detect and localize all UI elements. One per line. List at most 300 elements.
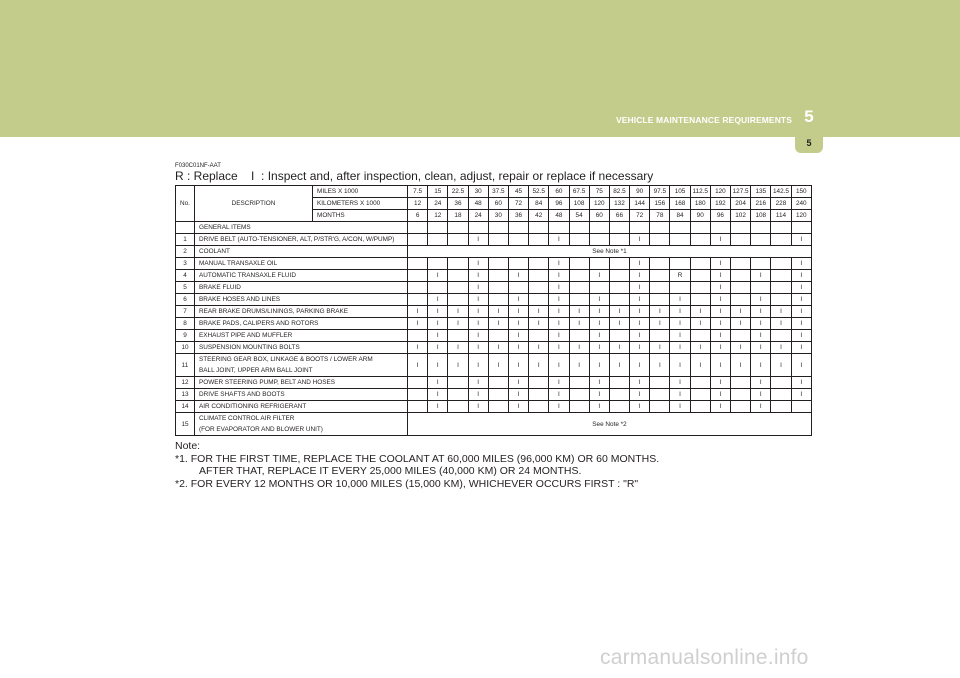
schedule-cell: I [710,342,730,354]
schedule-cell [408,294,428,306]
schedule-cell [488,330,508,342]
interval-km-9: 120 [589,198,609,210]
schedule-cell: I [771,342,791,354]
schedule-cell: I [468,318,488,330]
item-number: 8 [176,318,195,330]
interval-miles-11: 90 [630,186,650,198]
interval-km-16: 204 [731,198,751,210]
schedule-cell [609,270,629,282]
schedule-cell [771,377,791,389]
item-description [195,246,408,258]
schedule-cell: I [428,270,448,282]
item-number: 14 [176,401,195,413]
interval-miles-7: 60 [549,186,569,198]
schedule-cell [589,222,609,234]
schedule-cell [529,294,549,306]
schedule-cell: I [508,306,528,318]
schedule-cell: I [488,342,508,354]
item-description-line: DRIVE SHAFTS AND BOOTS [199,391,285,398]
schedule-cell: I [508,389,528,401]
schedule-cell: I [731,342,751,354]
interval-months-17: 108 [751,210,771,222]
interval-km-7: 96 [549,198,569,210]
schedule-cell: I [549,306,569,318]
item-description-line: SUSPENSION MOUNTING BOLTS [199,344,300,351]
doc-code: F030C01NF-AAT [175,163,221,169]
interval-months-8: 54 [569,210,589,222]
schedule-cell [609,401,629,413]
maintenance-schedule-table [175,185,812,436]
item-number: 9 [176,330,195,342]
schedule-cell: I [468,330,488,342]
item-description [195,413,408,436]
item-row-6 [176,294,812,306]
interval-miles-18: 142.5 [771,186,791,198]
schedule-cell: I [468,234,488,246]
schedule-cell [589,258,609,270]
schedule-cell: I [731,318,751,330]
schedule-cell [670,234,690,246]
item-row-4 [176,270,812,282]
schedule-cell: I [650,354,670,377]
section-number: 5 [804,107,814,126]
header-label-months: MONTHS [313,210,408,222]
schedule-cell [428,222,448,234]
schedule-cell [428,282,448,294]
schedule-cell [408,389,428,401]
schedule-cell [650,294,670,306]
schedule-cell: I [791,330,811,342]
schedule-cell: I [630,342,650,354]
header-description: DESCRIPTION [195,186,313,222]
schedule-cell: I [791,354,811,377]
item-description-line: EXHAUST PIPE AND MUFFLER [199,332,293,339]
interval-months-1: 12 [428,210,448,222]
schedule-cell: I [549,342,569,354]
schedule-cell [529,282,549,294]
schedule-cell: I [569,306,589,318]
schedule-cell [589,234,609,246]
schedule-cell: I [630,294,650,306]
header-label-km: KILOMETERS X 1000 [313,198,408,210]
schedule-cell [609,330,629,342]
schedule-cell: I [589,294,609,306]
interval-months-2: 18 [448,210,468,222]
interval-km-17: 216 [751,198,771,210]
schedule-cell: I [549,330,569,342]
schedule-cell: I [488,306,508,318]
schedule-cell [408,282,428,294]
schedule-cell [731,377,751,389]
schedule-cell: I [630,318,650,330]
schedule-cell: I [549,318,569,330]
schedule-cell [508,234,528,246]
schedule-cell: I [710,318,730,330]
no-cell [176,222,195,234]
schedule-cell: I [408,342,428,354]
schedule-cell: I [751,330,771,342]
schedule-cell: I [589,401,609,413]
item-description-line: STEERING GEAR BOX, LINKAGE & BOOTS / LOWER ARM [199,356,373,363]
schedule-cell [569,258,589,270]
schedule-cell [650,258,670,270]
schedule-cell [771,234,791,246]
schedule-cell [771,282,791,294]
schedule-cell: I [710,258,730,270]
interval-km-0: 12 [408,198,428,210]
schedule-cell: R [670,270,690,282]
schedule-cell: I [589,330,609,342]
interval-miles-10: 82.5 [609,186,629,198]
general-items-row [176,222,812,234]
item-row-11 [176,354,812,377]
schedule-cell: I [791,306,811,318]
schedule-cell: I [428,306,448,318]
schedule-cell [650,401,670,413]
interval-miles-14: 112.5 [690,186,710,198]
schedule-cell: I [771,318,791,330]
schedule-cell [488,294,508,306]
schedule-cell [690,258,710,270]
item-number: 5 [176,282,195,294]
schedule-cell [488,234,508,246]
schedule-cell: I [751,389,771,401]
item-description-line: BRAKE PADS, CALIPERS AND ROTORS [199,320,319,327]
schedule-cell: I [771,306,791,318]
interval-months-3: 24 [468,210,488,222]
schedule-cell: I [589,270,609,282]
schedule-cell: I [549,294,569,306]
schedule-cell [488,401,508,413]
schedule-cell [569,401,589,413]
interval-miles-8: 67.5 [569,186,589,198]
schedule-cell: I [670,330,690,342]
schedule-cell: I [569,318,589,330]
schedule-cell [731,258,751,270]
schedule-cell [448,270,468,282]
item-number: 3 [176,258,195,270]
schedule-cell: I [508,330,528,342]
schedule-cell [650,377,670,389]
item-description-line: BRAKE FLUID [199,284,241,291]
interval-miles-4: 37.5 [488,186,508,198]
schedule-cell [569,282,589,294]
schedule-cell: I [609,318,629,330]
schedule-cell: I [751,294,771,306]
schedule-cell [751,222,771,234]
schedule-cell: I [529,318,549,330]
item-description-line: AUTOMATIC TRANSAXLE FLUID [199,272,296,279]
schedule-cell [408,258,428,270]
item-description-line: BRAKE HOSES AND LINES [199,296,280,303]
schedule-cell: I [650,318,670,330]
interval-km-18: 228 [771,198,791,210]
schedule-cell [771,270,791,282]
schedule-cell: I [408,306,428,318]
schedule-cell [569,294,589,306]
schedule-cell: I [710,401,730,413]
schedule-cell [690,270,710,282]
schedule-cell: I [529,342,549,354]
schedule-cell: I [468,258,488,270]
schedule-cell [670,282,690,294]
schedule-cell [569,389,589,401]
schedule-cell: I [710,377,730,389]
item-description [195,306,408,318]
note-2: *2. FOR EVERY 12 MONTHS OR 10,000 MILES (15,000 KM), WHICHEVER OCCURS FIRST : "R" [175,477,639,490]
schedule-cell [630,222,650,234]
schedule-cell [529,234,549,246]
item-row-8 [176,318,812,330]
schedule-cell [488,222,508,234]
schedule-cell [650,234,670,246]
schedule-cell [508,258,528,270]
schedule-cell [751,258,771,270]
interval-miles-17: 135 [751,186,771,198]
schedule-cell [408,330,428,342]
schedule-cell: I [670,401,690,413]
schedule-cell: I [670,389,690,401]
item-row-14 [176,401,812,413]
interval-months-12: 78 [650,210,670,222]
schedule-cell: I [670,318,690,330]
schedule-cell [569,270,589,282]
schedule-cell [508,282,528,294]
interval-months-7: 48 [549,210,569,222]
item-row-15 [176,413,812,436]
schedule-cell: I [589,342,609,354]
schedule-cell [428,234,448,246]
item-description-line: CLIMATE CONTROL AIR FILTER [199,415,295,422]
interval-miles-13: 105 [670,186,690,198]
schedule-cell [488,377,508,389]
schedule-cell [609,389,629,401]
schedule-cell [448,377,468,389]
item-description [195,270,408,282]
schedule-cell [529,258,549,270]
interval-km-6: 84 [529,198,549,210]
interval-months-16: 102 [731,210,751,222]
watermark: carmanualsonline.info [600,646,809,669]
schedule-cell [569,234,589,246]
schedule-cell [448,234,468,246]
item-description [195,294,408,306]
item-number: 1 [176,234,195,246]
schedule-cell [609,234,629,246]
schedule-cell: I [508,401,528,413]
item-number: 2 [176,246,195,258]
schedule-cell: I [791,377,811,389]
interval-months-18: 114 [771,210,791,222]
schedule-cell [690,330,710,342]
schedule-cell: I [710,270,730,282]
interval-months-19: 120 [791,210,811,222]
schedule-cell [731,294,751,306]
schedule-cell: I [468,294,488,306]
item-description [195,342,408,354]
schedule-cell: I [448,318,468,330]
schedule-cell: I [549,401,569,413]
schedule-cell [731,234,751,246]
schedule-cell [529,270,549,282]
schedule-cell [690,389,710,401]
schedule-cell [408,377,428,389]
schedule-cell [771,389,791,401]
schedule-cell: I [630,389,650,401]
schedule-cell: I [751,377,771,389]
item-row-9 [176,330,812,342]
schedule-cell [690,401,710,413]
schedule-cell [529,401,549,413]
schedule-cell [690,377,710,389]
interval-months-5: 36 [508,210,528,222]
schedule-cell: I [508,342,528,354]
schedule-cell [408,222,428,234]
item-description [195,354,408,377]
schedule-cell [448,282,468,294]
item-number: 7 [176,306,195,318]
schedule-cell [791,222,811,234]
item-row-10 [176,342,812,354]
schedule-cell: I [589,354,609,377]
schedule-cell [529,377,549,389]
item-description-line-2: (FOR EVAPORATOR AND BLOWER UNIT) [199,426,323,433]
schedule-cell: I [508,270,528,282]
item-row-1 [176,234,812,246]
schedule-cell [428,258,448,270]
schedule-cell [690,222,710,234]
item-description-line-2: BALL JOINT, UPPER ARM BALL JOINT [199,367,313,374]
schedule-cell: I [751,318,771,330]
schedule-cell [549,222,569,234]
item-number: 13 [176,389,195,401]
schedule-cell [771,330,791,342]
schedule-cell: I [630,270,650,282]
interval-months-6: 42 [529,210,549,222]
schedule-cell [569,330,589,342]
schedule-cell: I [428,294,448,306]
schedule-cell: I [609,306,629,318]
header-no: No. [176,186,195,222]
schedule-cell: I [710,282,730,294]
schedule-cell: I [710,330,730,342]
item-description-line: POWER STEERING PUMP, BELT AND HOSES [199,379,336,386]
schedule-cell [448,401,468,413]
interval-km-15: 192 [710,198,730,210]
schedule-cell [731,222,751,234]
schedule-cell: I [710,354,730,377]
schedule-cell [529,330,549,342]
schedule-cell [771,222,791,234]
schedule-cell: I [488,318,508,330]
schedule-cell: I [630,306,650,318]
page-number: 5 [806,138,812,148]
schedule-cell: I [731,306,751,318]
schedule-cell [771,294,791,306]
schedule-cell: I [791,258,811,270]
schedule-cell: I [428,377,448,389]
schedule-cell: I [630,330,650,342]
schedule-cell [650,270,670,282]
note-1: *1. FOR THE FIRST TIME, REPLACE THE COOLANT AT 60,000 MILES (96,000 KM) OR 60 MONTHS. [175,452,660,465]
schedule-cell: I [529,306,549,318]
item-description [195,258,408,270]
schedule-cell: I [710,306,730,318]
legend: R : Replace I : Inspect and, after inspection, clean, adjust, repair or replace if necessary [175,169,654,183]
item-description [195,234,408,246]
notes-heading: Note: [175,440,201,452]
general-items-label: GENERAL ITEMS [195,222,408,234]
schedule-cell: I [751,306,771,318]
schedule-cell: I [448,342,468,354]
schedule-cell: I [751,401,771,413]
schedule-cell: I [468,401,488,413]
schedule-cell: I [549,389,569,401]
schedule-cell: I [791,389,811,401]
schedule-cell: I [670,306,690,318]
schedule-cell: I [428,318,448,330]
schedule-cell: I [609,354,629,377]
schedule-cell: I [569,342,589,354]
schedule-cell: I [408,318,428,330]
interval-km-4: 60 [488,198,508,210]
interval-km-3: 48 [468,198,488,210]
schedule-cell [731,270,751,282]
schedule-cell: I [468,306,488,318]
schedule-cell: I [549,270,569,282]
schedule-cell: I [468,354,488,377]
schedule-cell: I [589,389,609,401]
item-number: 10 [176,342,195,354]
schedule-cell [589,282,609,294]
item-number: 15 [176,413,195,436]
schedule-cell [468,222,488,234]
item-row-2 [176,246,812,258]
schedule-cell [731,401,751,413]
interval-km-14: 180 [690,198,710,210]
schedule-cell [650,282,670,294]
schedule-cell: I [670,354,690,377]
interval-km-11: 144 [630,198,650,210]
item-description-line: MANUAL TRANSAXLE OIL [199,260,278,267]
item-row-7 [176,306,812,318]
item-description-line: AIR CONDITIONING REFRIGERANT [199,403,307,410]
note-1-continued: AFTER THAT, REPLACE IT EVERY 25,000 MILES (40,000 KM) OR 24 MONTHS. [199,465,582,477]
schedule-cell [690,282,710,294]
schedule-cell: I [731,354,751,377]
interval-months-0: 6 [408,210,428,222]
interval-km-1: 24 [428,198,448,210]
item-number: 12 [176,377,195,389]
interval-miles-0: 7.5 [408,186,428,198]
schedule-cell: I [670,294,690,306]
schedule-cell: I [630,234,650,246]
schedule-cell [771,258,791,270]
schedule-cell [731,389,751,401]
schedule-cell: I [508,294,528,306]
schedule-cell: I [630,401,650,413]
schedule-cell: I [690,306,710,318]
schedule-cell [488,389,508,401]
schedule-cell: I [589,377,609,389]
schedule-cell [448,222,468,234]
schedule-cell: I [630,258,650,270]
interval-km-19: 240 [791,198,811,210]
schedule-cell [751,234,771,246]
schedule-cell: I [549,258,569,270]
schedule-cell [609,377,629,389]
item-description-line: COOLANT [199,248,230,255]
